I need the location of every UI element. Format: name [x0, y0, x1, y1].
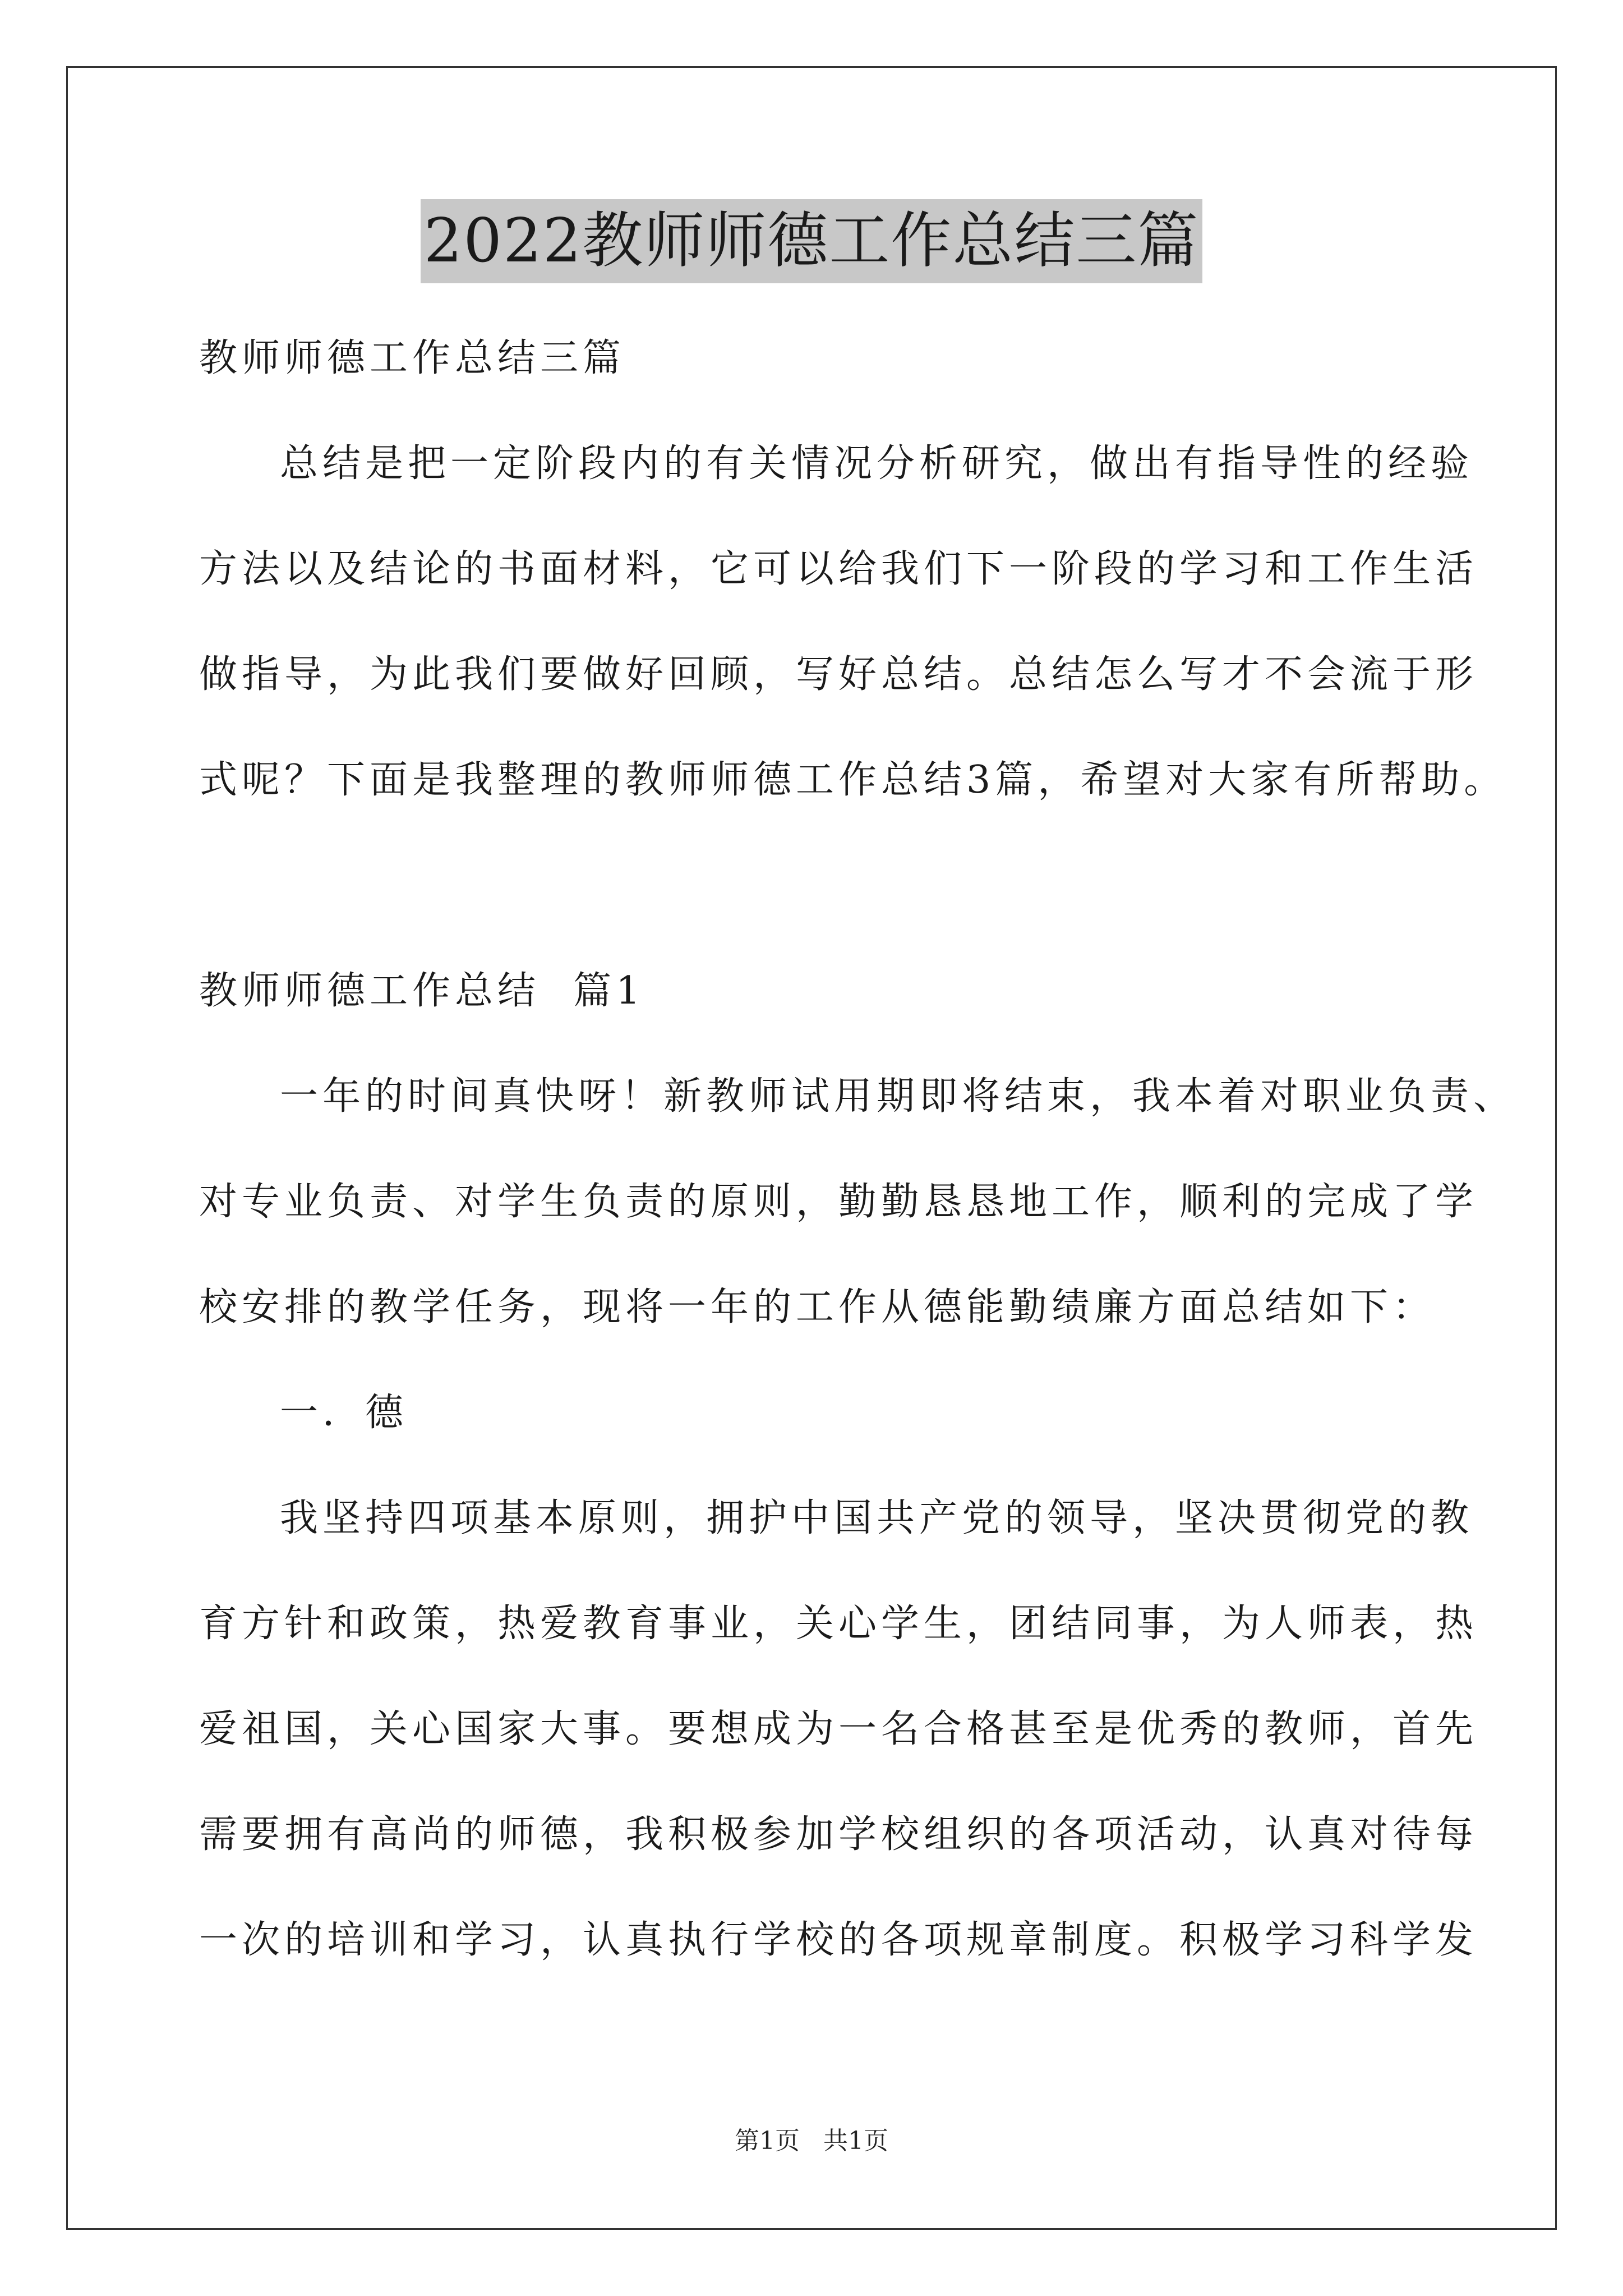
intro-line: 总结是把一定阶段内的有关情况分析研究，做出有指导性的经验: [280, 441, 1474, 486]
document-subtitle: 教师师德工作总结三篇: [199, 336, 626, 380]
document-body: [199, 306, 1516, 1993]
paragraph-line: 一次的培训和学习，认真执行学校的各项规章制度。积极学习科学发: [199, 1918, 1478, 1962]
paragraph-line: 需要拥有高尚的师德，我积极参加学校组织的各项活动，认真对待每: [199, 1812, 1478, 1857]
paragraph-line: 我坚持四项基本原则，拥护中国共产党的领导，坚决贯彻党的教: [280, 1496, 1474, 1540]
intro-line: 式呢？下面是我整理的教师师德工作总结3篇，希望对大家有所帮助。: [199, 758, 1507, 802]
title-container: [0, 199, 1623, 283]
paragraph-line: 一年的时间真快呀！新教师试用期即将结束，我本着对职业负责、: [280, 1074, 1516, 1119]
paragraph-line: 校安排的教学任务，现将一年的工作从德能勤绩廉方面总结如下：: [199, 1285, 1436, 1329]
page-footer: 第1页 共1页: [735, 2127, 888, 2155]
paragraph-spacer: [199, 833, 1427, 938]
item-heading: 一．德: [280, 1391, 408, 1435]
intro-line: 方法以及结论的书面材料，它可以给我们下一阶段的学习和工作生活: [199, 547, 1478, 591]
paragraph-line: 爱祖国，关心国家大事。要想成为一名合格甚至是优秀的教师，首先: [199, 1707, 1478, 1751]
section-heading: 教师师德工作总结 篇1: [199, 969, 645, 1013]
paragraph-line: 对专业负责、对学生负责的原则，勤勤恳恳地工作，顺利的完成了学: [199, 1180, 1478, 1224]
paragraph-line: 育方针和政策，热爱教育事业，关心学生，团结同事，为人师表，热: [199, 1602, 1478, 1646]
intro-line: 做指导，为此我们要做好回顾，写好总结。总结怎么写才不会流于形: [199, 652, 1478, 697]
document-title: 2022教师师德工作总结三篇: [421, 199, 1203, 283]
